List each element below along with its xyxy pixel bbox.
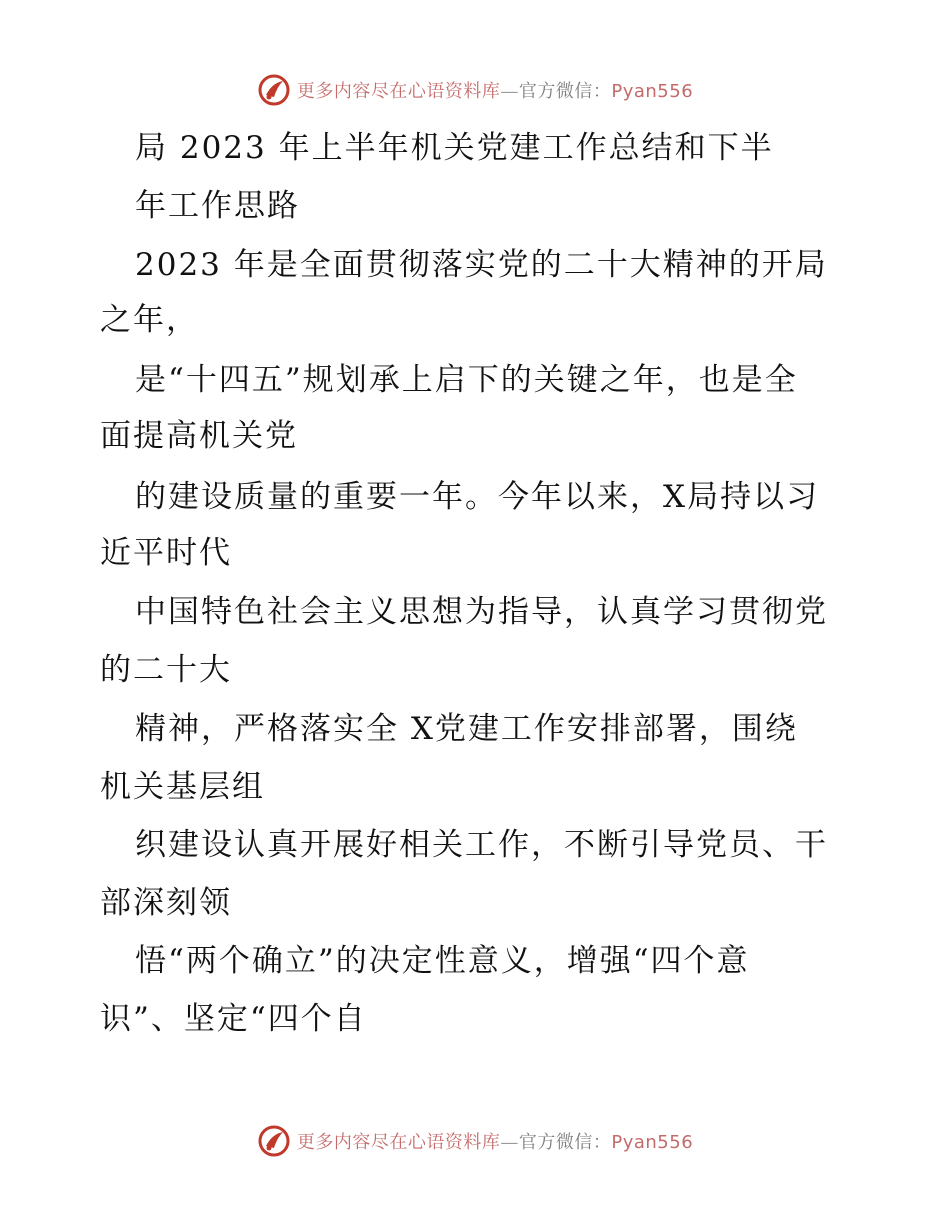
- paragraph-line: 2023 年是全面贯彻落实党的二十大精神的开局: [135, 247, 828, 283]
- watermark-wechat-id: Pyan556: [611, 81, 694, 102]
- paragraph-line: 的建设质量的重要一年。今年以来，X局持以习: [135, 479, 820, 515]
- paragraph-line: 之年，: [100, 302, 199, 338]
- watermark-text: [297, 1128, 693, 1154]
- paragraph-line: 面提高机关党: [100, 418, 298, 454]
- brush-stamp-logo-icon: [257, 73, 291, 107]
- brush-stamp-logo-icon: [257, 1124, 291, 1158]
- footer-watermark: [0, 1121, 950, 1161]
- paragraph-line: 的二十大: [100, 652, 232, 688]
- document-title-line-1: 局 2023 年上半年机关党建工作总结和下半: [135, 130, 774, 166]
- paragraph-line: 织建设认真开展好相关工作，不断引导党员、干: [135, 827, 828, 863]
- document-title-line-2: 年工作思路: [135, 188, 300, 224]
- watermark-official-label: 官方微信：: [518, 81, 612, 102]
- watermark-wechat-id: Pyan556: [611, 1132, 694, 1153]
- paragraph-line: 精神，严格落实全 X党建工作安排部署，围绕: [135, 711, 798, 747]
- paragraph-line: 近平时代: [100, 535, 232, 571]
- watermark-main-text: 更多内容尽在心语资料库: [296, 81, 501, 102]
- watermark-dash: —: [500, 81, 519, 102]
- watermark-main-text: 更多内容尽在心语资料库: [296, 1132, 501, 1153]
- watermark-official-label: 官方微信：: [518, 1132, 612, 1153]
- paragraph-line: 识”、坚定“四个自: [100, 1001, 367, 1037]
- paragraph-line: 中国特色社会主义思想为指导，认真学习贯彻党: [135, 594, 828, 630]
- paragraph-line: 部深刻领: [100, 885, 232, 921]
- paragraph-line: 是“十四五”规划承上启下的关键之年，也是全: [135, 362, 798, 398]
- header-watermark: [0, 70, 950, 110]
- paragraph-line: 机关基层组: [100, 769, 265, 805]
- paragraph-line: 悟“两个确立”的决定性意义，增强“四个意: [135, 943, 750, 979]
- watermark-dash: —: [500, 1132, 519, 1153]
- watermark-text: [297, 77, 693, 103]
